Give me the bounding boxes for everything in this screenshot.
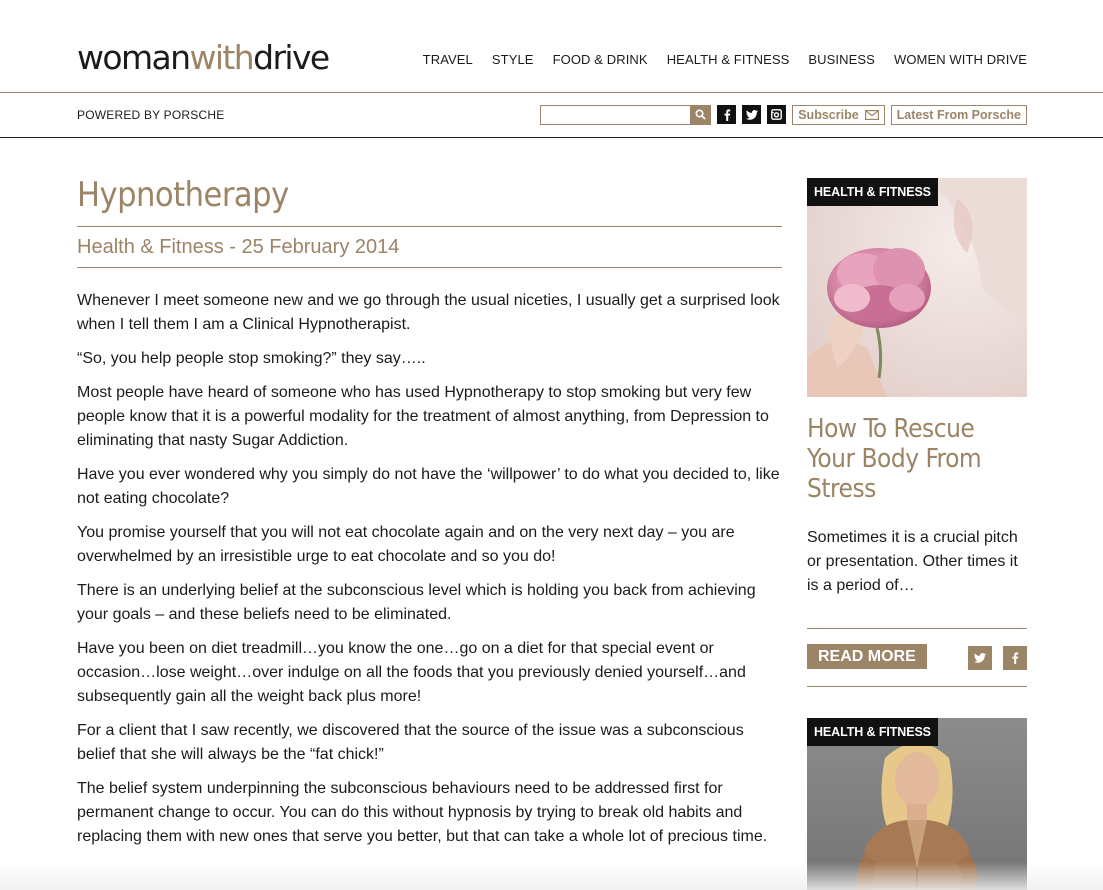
- article-paragraph: Have you been on diet treadmill…you know the one…go on a diet for that special event or occasion…lose weight…over indulge on all the foods that you previously denied yourself…and subsequently gain all the weight back plus more!: [77, 640, 746, 705]
- article-paragraph: Have you ever wondered why you simply do not have the ‘willpower’ to do what you decided to, like not eating chocolate?: [77, 466, 780, 507]
- facebook-icon: [1011, 652, 1019, 664]
- sidebar-card-stress: [807, 178, 1027, 687]
- card-excerpt: Sometimes it is a crucial pitch or presentation. Other times it is a period of…: [807, 529, 1018, 594]
- article-paragraph: Whenever I meet someone new and we go through the usual niceties, I usually get a surprised look when I tell them I am a Clinical Hypnotherapist.: [77, 292, 780, 333]
- powered-by-label: POWERED BY PORSCHE: [77, 108, 225, 122]
- site-header: [0, 0, 1103, 93]
- site-logo[interactable]: [77, 38, 329, 78]
- share-facebook-button[interactable]: [1003, 646, 1027, 670]
- header-tools: [540, 104, 1027, 125]
- article-title: Hypnotherapy: [77, 170, 782, 227]
- article-paragraph: “So, you help people stop smoking?” they say…..: [77, 350, 426, 367]
- search-input[interactable]: [540, 105, 690, 125]
- logo-woman: woman: [77, 38, 190, 77]
- sidebar-card-2: [807, 718, 1027, 890]
- nav-food-drink[interactable]: FOOD & DRINK: [552, 52, 648, 67]
- instagram-button[interactable]: [767, 105, 786, 124]
- logo-with: with: [189, 38, 254, 77]
- logo-drive: drive: [253, 38, 329, 77]
- category-badge[interactable]: HEALTH & FITNESS: [807, 178, 938, 206]
- article-paragraph: There is an underlying belief at the subconscious level which is holding you back from achieving your goals – and these beliefs need to be eliminated.: [77, 582, 756, 623]
- sub-header-bar: [0, 94, 1103, 138]
- nav-business[interactable]: BUSINESS: [808, 52, 875, 67]
- twitter-icon: [746, 110, 758, 120]
- nav-women-with-drive[interactable]: WOMEN WITH DRIVE: [893, 52, 1027, 67]
- facebook-button[interactable]: [717, 105, 736, 124]
- subscribe-label: Subscribe: [798, 107, 859, 122]
- nav-style[interactable]: STYLE: [491, 52, 534, 67]
- search-button[interactable]: [690, 105, 711, 125]
- article-paragraph: You promise yourself that you will not eat chocolate again and on the very next day – you are overwhelmed by an irresistible urge to eat chocolate and so you do!: [77, 524, 735, 565]
- article: [77, 170, 782, 859]
- instagram-icon: [771, 109, 782, 120]
- search-icon: [695, 109, 706, 120]
- category-badge[interactable]: HEALTH & FITNESS: [807, 718, 938, 746]
- envelope-icon: [865, 110, 879, 120]
- latest-from-porsche-button[interactable]: Latest From Porsche: [891, 105, 1027, 125]
- read-more-button[interactable]: READ MORE: [807, 644, 927, 669]
- twitter-button[interactable]: [742, 105, 761, 124]
- article-meta: Health & Fitness - 25 February 2014: [77, 227, 782, 268]
- card-footer: [807, 628, 1027, 687]
- nav-health-fitness[interactable]: HEALTH & FITNESS: [666, 52, 790, 67]
- article-paragraph: The belief system underpinning the subconscious behaviours need to be addressed first for permanent change to occur. You can do this without hypnosis by trying to break old habits and replacing them with new ones that serve you better, but that can take a whole lot of precious time.: [77, 780, 768, 845]
- peony-flower-image: [807, 178, 1027, 397]
- nav-travel[interactable]: TRAVEL: [422, 52, 473, 67]
- main-nav: [423, 52, 1027, 68]
- article-paragraph: Most people have heard of someone who has used Hypnotherapy to stop smoking but very few people know that it is a powerful modality for the treatment of almost anything, from Depression to eliminating that nasty Sugar Addiction.: [77, 384, 769, 449]
- share-twitter-button[interactable]: [968, 646, 992, 670]
- facebook-icon: [723, 109, 731, 121]
- subscribe-button[interactable]: [792, 105, 884, 125]
- article-paragraph: For a client that I saw recently, we discovered that the source of the issue was a subconscious belief that she will always be the “fat chick!”: [77, 722, 744, 763]
- card-image-woman[interactable]: [807, 718, 1027, 890]
- card-image-peony[interactable]: [807, 178, 1027, 397]
- twitter-icon: [974, 653, 986, 663]
- card-title[interactable]: How To Rescue Your Body From Stress: [807, 414, 982, 504]
- article-body: [77, 289, 782, 849]
